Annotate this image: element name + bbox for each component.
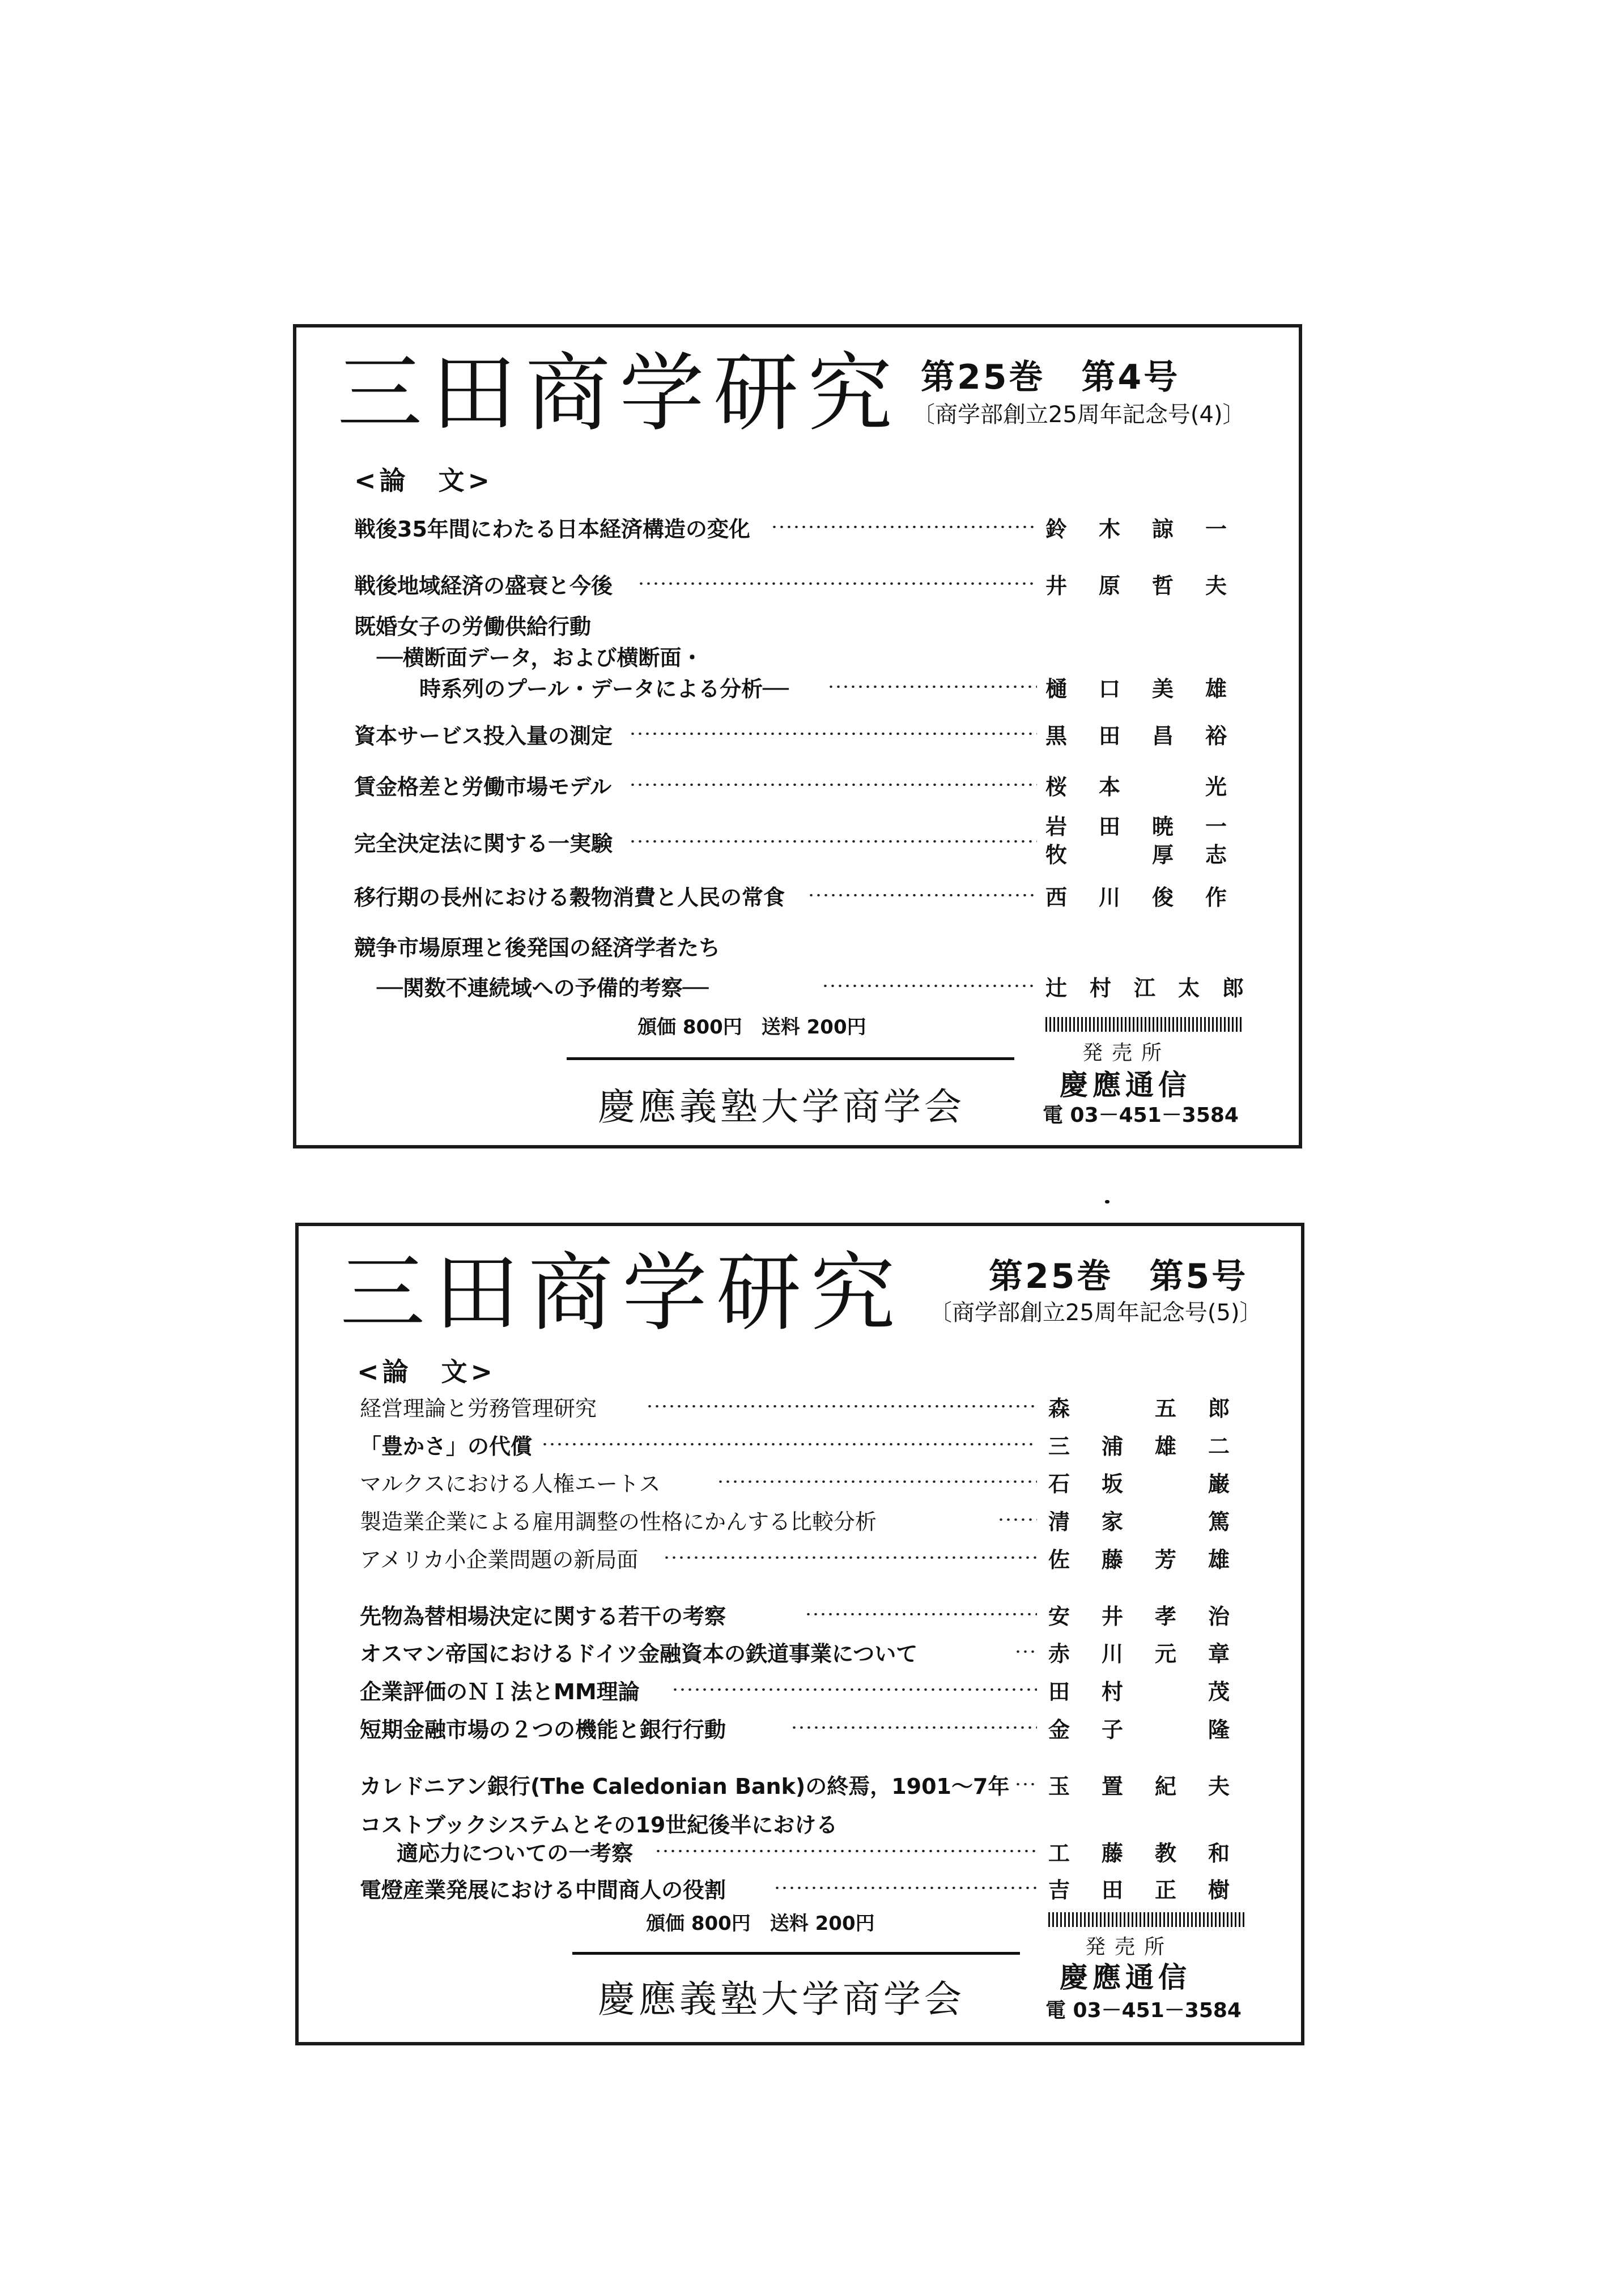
leader-dots [807, 894, 1037, 896]
article-title: 戦後35年間にわたる日本経済構造の変化 [354, 517, 750, 542]
article-author: 三浦雄二 [1048, 1434, 1262, 1459]
price-info: 頒価 800円 送料 200円 [646, 1912, 875, 1935]
article-title: 競争市場原理と後発国の経済学者たち [354, 935, 721, 960]
article-title: アメリカ小企業問題の新局面 [360, 1547, 639, 1572]
barcode [1048, 1912, 1247, 1927]
article-author: 黒田昌裕 [1045, 724, 1259, 748]
article-subtitle: 時系列のプール・データによる分析── [419, 677, 789, 701]
leader-dots [637, 582, 1037, 585]
article-author: 佐藤芳雄 [1048, 1547, 1262, 1572]
article-title: コストブックシステムとその19世紀後半における [360, 1813, 838, 1837]
volume-number: 第25巻 第5号 [989, 1257, 1248, 1296]
article-subtitle: ──横断面データ，および横断面・ [377, 645, 703, 670]
leader-dots [629, 733, 1037, 735]
article-title: 賃金格差と労働市場モデル [354, 775, 612, 799]
article-title: カレドニアン銀行(The Caledonian Bank)の終焉，1901～7年 [360, 1774, 1010, 1799]
leader-dots [1014, 1650, 1037, 1653]
article-author: 西川俊作 [1045, 885, 1259, 910]
article-author: 石坂 巌 [1048, 1471, 1262, 1496]
leader-dots [997, 1518, 1037, 1521]
article-author: 井原哲夫 [1045, 573, 1259, 598]
article-title: 企業評価のＮＩ法とMM理論 [360, 1679, 640, 1704]
article-author: 清家 篤 [1048, 1509, 1262, 1534]
leader-dots [717, 1481, 1037, 1483]
print-speck [1105, 1200, 1109, 1203]
article-title: 完全決定法に関する一実験 [354, 831, 613, 856]
article-title: 短期金融市場の２つの機能と銀行行動 [360, 1717, 726, 1742]
article-author: 工藤教和 [1048, 1841, 1262, 1866]
article-title: 電燈産業発展における中間商人の役割 [360, 1878, 726, 1903]
article-author: 牧 厚志 [1045, 843, 1259, 867]
publisher-name: 慶應義塾大学商学会 [598, 1085, 965, 1129]
article-author: 吉田正樹 [1048, 1878, 1262, 1903]
article-subtitle: ──関数不連続域への予備的考察── [377, 976, 709, 1001]
article-title: 既婚女子の労働供給行動 [354, 614, 592, 639]
article-author: 金子 隆 [1048, 1717, 1262, 1742]
article-author: 安井孝治 [1048, 1604, 1262, 1629]
phone-number: 電 03－451－3584 [1043, 1104, 1239, 1127]
article-title: 先物為替相場決定に関する若干の考察 [360, 1604, 726, 1629]
article-title: 「豊かさ」の代償 [360, 1434, 533, 1459]
leader-dots [771, 526, 1037, 528]
article-title: マルクスにおける人権エートス [360, 1471, 661, 1496]
leader-dots [805, 1613, 1037, 1615]
seller-label: 発売所 [1085, 1935, 1174, 1959]
price-info: 頒価 800円 送料 200円 [637, 1016, 866, 1039]
volume-number: 第25巻 第4号 [921, 358, 1180, 397]
article-title: 戦後地域経済の盛衰と今後 [354, 573, 613, 598]
article-title: 移行期の長州における穀物消費と人民の常食 [354, 885, 785, 910]
section-heading: <論 文> [354, 465, 494, 496]
article-author: 玉置紀夫 [1048, 1774, 1262, 1799]
leader-dots [629, 784, 1037, 786]
article-title: 製造業企業による雇用調整の性格にかんする比較分析 [360, 1509, 877, 1534]
barcode [1045, 1017, 1244, 1032]
leader-dots [671, 1688, 1037, 1691]
special-issue-label: 〔商学部創立25周年記念号(4)〕 [912, 402, 1245, 428]
article-author: 鈴木諒一 [1045, 517, 1259, 542]
article-author: 岩田暁一 [1045, 814, 1259, 839]
divider [567, 1057, 1014, 1060]
leader-dots [790, 1726, 1037, 1729]
phone-number: 電 03－451－3584 [1045, 1999, 1242, 2022]
seller-name: 慶應通信 [1060, 1069, 1191, 1101]
leader-dots [773, 1887, 1037, 1889]
leader-dots [646, 1405, 1037, 1407]
article-title: 資本サービス投入量の測定 [354, 724, 613, 748]
article-author: 赤川元章 [1048, 1641, 1262, 1666]
section-heading: <論 文> [357, 1356, 496, 1387]
publisher-name: 慶應義塾大学商学会 [598, 1977, 965, 2021]
leader-dots [1014, 1783, 1037, 1785]
leader-dots [654, 1850, 1037, 1852]
leader-dots [822, 985, 1037, 987]
article-author: 田村 茂 [1048, 1679, 1262, 1704]
article-title: 経営理論と労務管理研究 [360, 1396, 597, 1421]
journal-title: 三田商学研究 [337, 344, 902, 443]
divider [572, 1952, 1020, 1955]
article-subtitle: 適応力についての一考察 [397, 1841, 634, 1866]
seller-label: 発売所 [1082, 1041, 1171, 1065]
leader-dots [663, 1556, 1037, 1559]
leader-dots [629, 840, 1037, 843]
article-author: 桜本 光 [1045, 775, 1259, 799]
leader-dots [827, 686, 1037, 688]
article-author: 辻村江太郎 [1045, 976, 1267, 1001]
leader-dots [541, 1443, 1037, 1445]
article-author: 樋口美雄 [1045, 677, 1259, 701]
article-title: オスマン帝国におけるドイツ金融資本の鉄道事業について [360, 1641, 918, 1666]
journal-title: 三田商学研究 [340, 1244, 905, 1343]
special-issue-label: 〔商学部創立25周年記念号(5)〕 [929, 1300, 1262, 1326]
seller-name: 慶應通信 [1060, 1961, 1191, 1994]
article-author: 森 五郎 [1048, 1396, 1262, 1421]
